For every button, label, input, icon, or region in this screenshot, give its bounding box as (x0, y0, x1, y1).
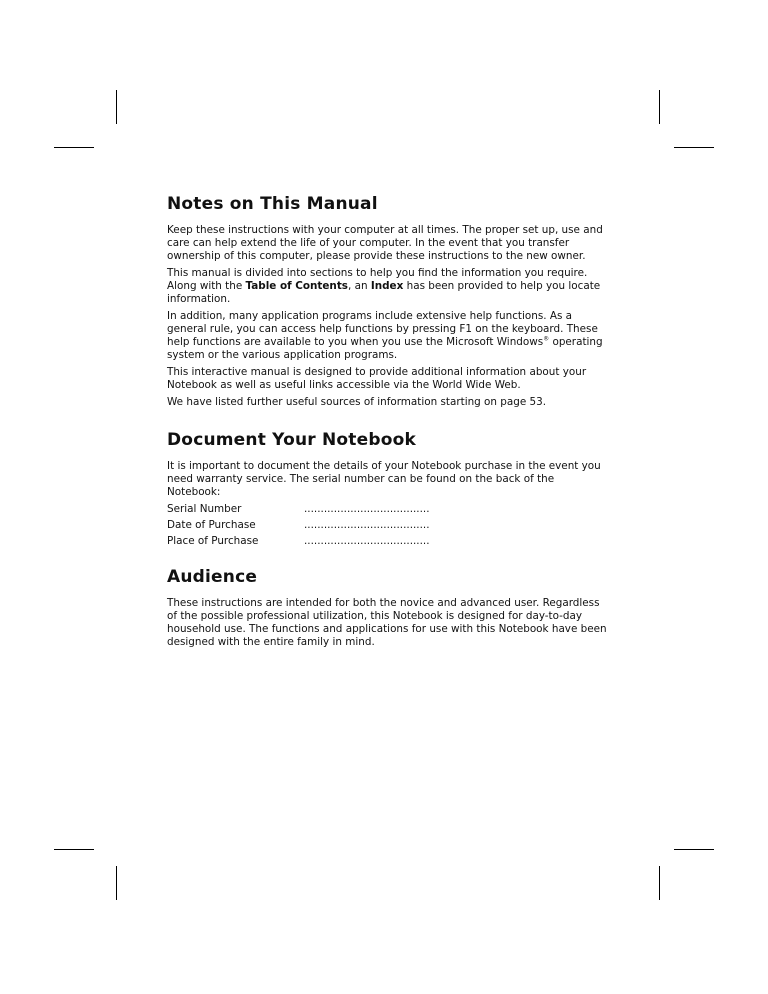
index-reference: Index (370, 280, 404, 292)
document-paragraph-1: It is important to document the details of your Notebook purchase in the event you need warranty service. The serial number can be found on the back of the Notebook: (167, 460, 601, 498)
field-label: Place of Purchase (167, 535, 259, 547)
section-audience (167, 566, 607, 649)
crop-mark-bottom-left-horizontal (54, 849, 94, 850)
notes-paragraph-2: This manual is divided into sections to help you find the information you require. Along with the Table of Contents, an Index has been provided to help you locate information. (167, 267, 601, 305)
crop-mark-top-right-horizontal (674, 147, 714, 148)
crop-mark-top-right-vertical (659, 90, 660, 124)
section-heading-document: Document Your Notebook (167, 430, 416, 450)
field-row-place-of-purchase (167, 535, 607, 548)
crop-mark-bottom-right-horizontal (674, 849, 714, 850)
field-row-serial-number (167, 503, 607, 516)
notes-paragraph-4: This interactive manual is designed to provide additional information about your Notebook as well as useful links accessible via the World Wide Web. (167, 366, 587, 391)
audience-paragraph-1: These instructions are intended for both the novice and advanced user. Regardless of the possible professional utilization, this Notebook is designed for day-to-day household use. The functions and applications for use with this Notebook have been designed with the entire family in mind. (167, 597, 607, 648)
field-blank: ...................................... (304, 535, 430, 547)
field-row-date-of-purchase (167, 519, 607, 532)
crop-mark-bottom-left-vertical (116, 866, 117, 900)
field-blank: ...................................... (304, 503, 430, 515)
field-blank: ...................................... (304, 519, 430, 531)
registered-mark: ® (543, 335, 550, 343)
page-content (167, 193, 607, 653)
section-notes (167, 193, 607, 409)
notes-paragraph-3: In addition, many application programs include extensive help functions. As a general rule, you can access help functions by pressing F1 on the keyboard. These help functions are available to you when you use the Microsoft Windows® operating system or the various application programs. (167, 310, 603, 361)
section-heading-notes: Notes on This Manual (167, 194, 378, 214)
crop-mark-bottom-right-vertical (659, 866, 660, 900)
notes-paragraph-5: We have listed further useful sources of information starting on page 53. (167, 396, 547, 408)
section-heading-audience: Audience (167, 567, 258, 587)
field-label: Serial Number (167, 503, 242, 515)
crop-mark-top-left-horizontal (54, 147, 94, 148)
field-label: Date of Purchase (167, 519, 256, 531)
table-of-contents-reference: Table of Contents (245, 280, 348, 292)
notes-paragraph-1: Keep these instructions with your computer at all times. The proper set up, use and care can help extend the life of your computer. In the event that you transfer ownership of this computer, please provide these instructions to the new owner. (167, 224, 603, 262)
crop-mark-top-left-vertical (116, 90, 117, 124)
section-document (167, 429, 607, 548)
